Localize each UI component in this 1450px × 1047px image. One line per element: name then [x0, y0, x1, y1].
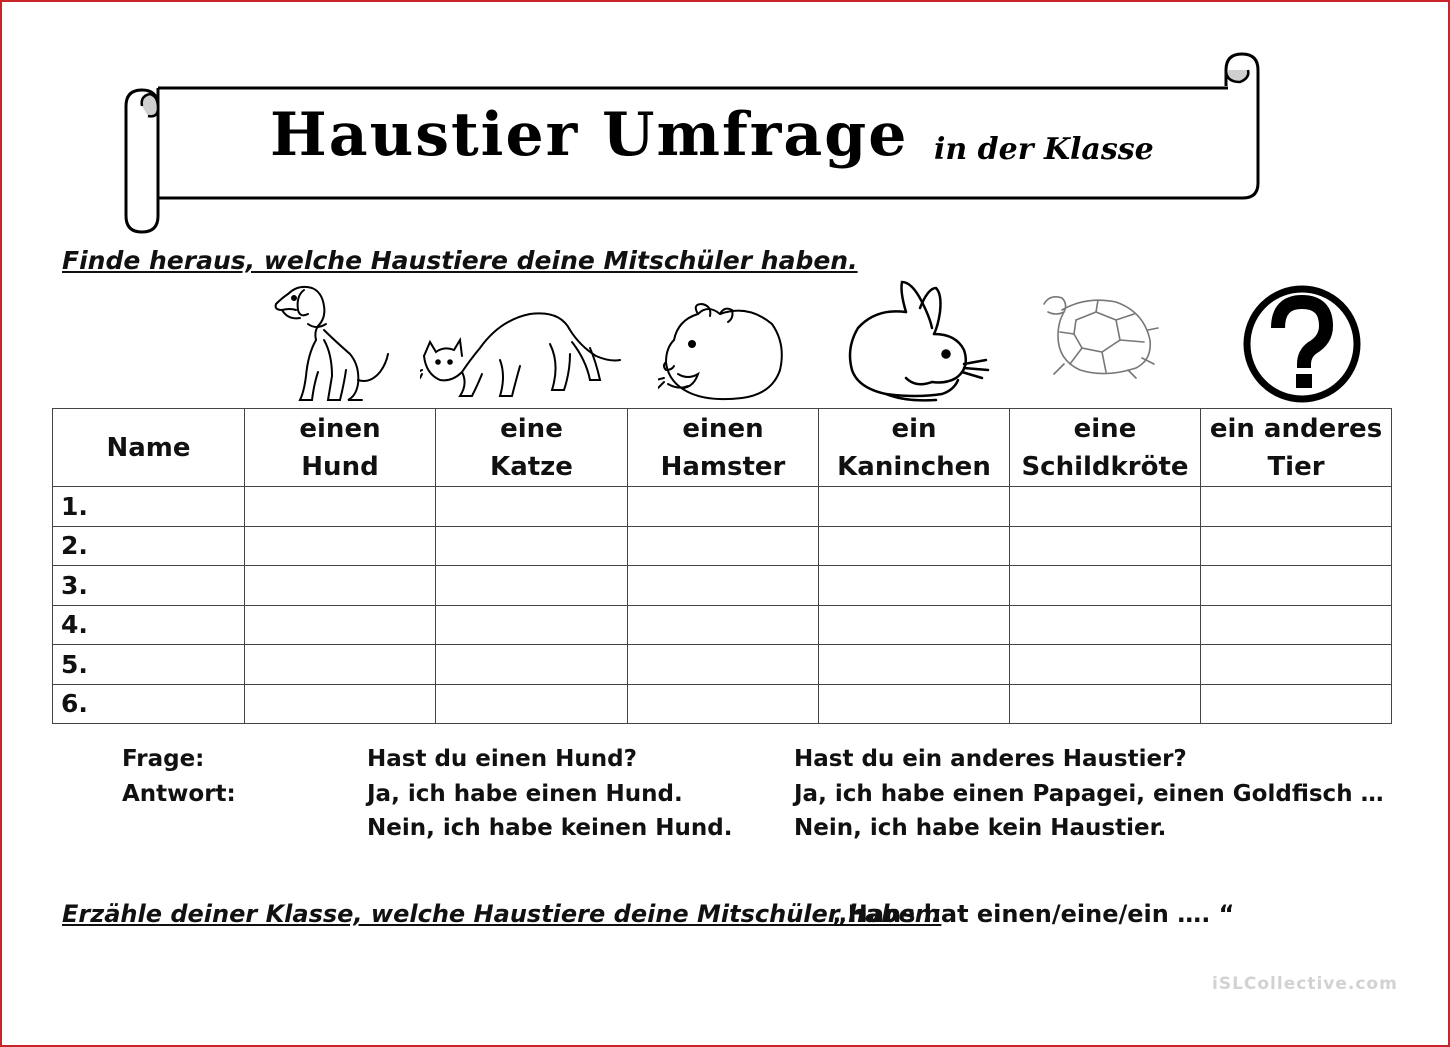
- table-cell[interactable]: [245, 605, 436, 645]
- table-cell[interactable]: [245, 487, 436, 527]
- table-cell[interactable]: [1201, 526, 1392, 566]
- header-hamster: einen Hamster: [628, 409, 819, 487]
- table-row: [53, 645, 1392, 685]
- table-cell[interactable]: [245, 566, 436, 606]
- antwort-label: Antwort:: [122, 781, 236, 807]
- table-cell[interactable]: [436, 487, 628, 527]
- table-cell[interactable]: [245, 526, 436, 566]
- survey-table: [52, 408, 1392, 724]
- question-mark-icon: [1242, 284, 1362, 404]
- table-cell[interactable]: [628, 566, 819, 606]
- header-hund: einen Hund: [245, 409, 436, 487]
- dog-icon: [268, 280, 398, 408]
- table-row: [53, 487, 1392, 527]
- table-cell[interactable]: [628, 684, 819, 724]
- table-row: [53, 684, 1392, 724]
- header-schildkroete: eine Schildkröte: [1010, 409, 1201, 487]
- table-cell[interactable]: [1010, 487, 1201, 527]
- table-cell[interactable]: [1010, 684, 1201, 724]
- worksheet-title: Haustier Umfrage: [270, 100, 909, 170]
- header-row: [53, 409, 1392, 487]
- table-cell[interactable]: [1201, 566, 1392, 606]
- table-cell[interactable]: [819, 526, 1010, 566]
- table-cell[interactable]: [1201, 605, 1392, 645]
- table-cell[interactable]: [628, 645, 819, 685]
- answer-2-yes: Ja, ich habe einen Papagei, einen Goldfisch …: [794, 781, 1384, 807]
- row-number: 1.: [53, 487, 245, 527]
- table-cell[interactable]: [1201, 684, 1392, 724]
- table-cell[interactable]: [1010, 526, 1201, 566]
- table-cell[interactable]: [1010, 605, 1201, 645]
- table-cell[interactable]: [628, 605, 819, 645]
- table-cell[interactable]: [1201, 487, 1392, 527]
- rabbit-icon: [846, 278, 996, 406]
- row-number: 5.: [53, 645, 245, 685]
- answer-1-yes: Ja, ich habe einen Hund.: [367, 781, 683, 807]
- worksheet-subtitle: in der Klasse: [934, 132, 1154, 167]
- row-number: 6.: [53, 684, 245, 724]
- hamster-icon: [658, 300, 788, 405]
- header-anderes-tier: ein anderes Tier: [1201, 409, 1392, 487]
- table-cell[interactable]: [245, 684, 436, 724]
- table-cell[interactable]: [819, 645, 1010, 685]
- cat-icon: [420, 300, 625, 408]
- table-cell[interactable]: [436, 684, 628, 724]
- table-cell[interactable]: [1010, 566, 1201, 606]
- table-cell[interactable]: [819, 487, 1010, 527]
- question-1: Hast du einen Hund?: [367, 746, 637, 772]
- table-cell[interactable]: [819, 566, 1010, 606]
- row-number: 2.: [53, 526, 245, 566]
- bottom-example: „Hans hat einen/eine/ein …. “: [832, 900, 1235, 928]
- question-2: Hast du ein anderes Haustier?: [794, 746, 1187, 772]
- row-number: 4.: [53, 605, 245, 645]
- turtle-icon: [1036, 290, 1161, 380]
- watermark: iSLCollective.com: [1212, 974, 1398, 994]
- table-cell[interactable]: [436, 566, 628, 606]
- bottom-instruction: Erzähle deiner Klasse, welche Haustiere deine Mitschüler haben:: [62, 900, 942, 928]
- table-cell[interactable]: [436, 526, 628, 566]
- header-katze: eine Katze: [436, 409, 628, 487]
- table-cell[interactable]: [1010, 645, 1201, 685]
- table-cell[interactable]: [819, 605, 1010, 645]
- header-kaninchen: ein Kaninchen: [819, 409, 1010, 487]
- table-cell[interactable]: [628, 487, 819, 527]
- table-cell[interactable]: [628, 526, 819, 566]
- table-row: [53, 526, 1392, 566]
- answer-1-no: Nein, ich habe keinen Hund.: [367, 815, 733, 841]
- frage-label: Frage:: [122, 746, 205, 772]
- row-number: 3.: [53, 566, 245, 606]
- instruction-text: Finde heraus, welche Haustiere deine Mitschüler haben.: [62, 246, 858, 275]
- table-cell[interactable]: [1201, 645, 1392, 685]
- table-row: [53, 566, 1392, 606]
- table-cell[interactable]: [245, 645, 436, 685]
- header-name: Name: [53, 409, 245, 487]
- table-cell[interactable]: [819, 684, 1010, 724]
- table-cell[interactable]: [436, 645, 628, 685]
- table-row: [53, 605, 1392, 645]
- table-cell[interactable]: [436, 605, 628, 645]
- answer-2-no: Nein, ich habe kein Haustier.: [794, 815, 1167, 841]
